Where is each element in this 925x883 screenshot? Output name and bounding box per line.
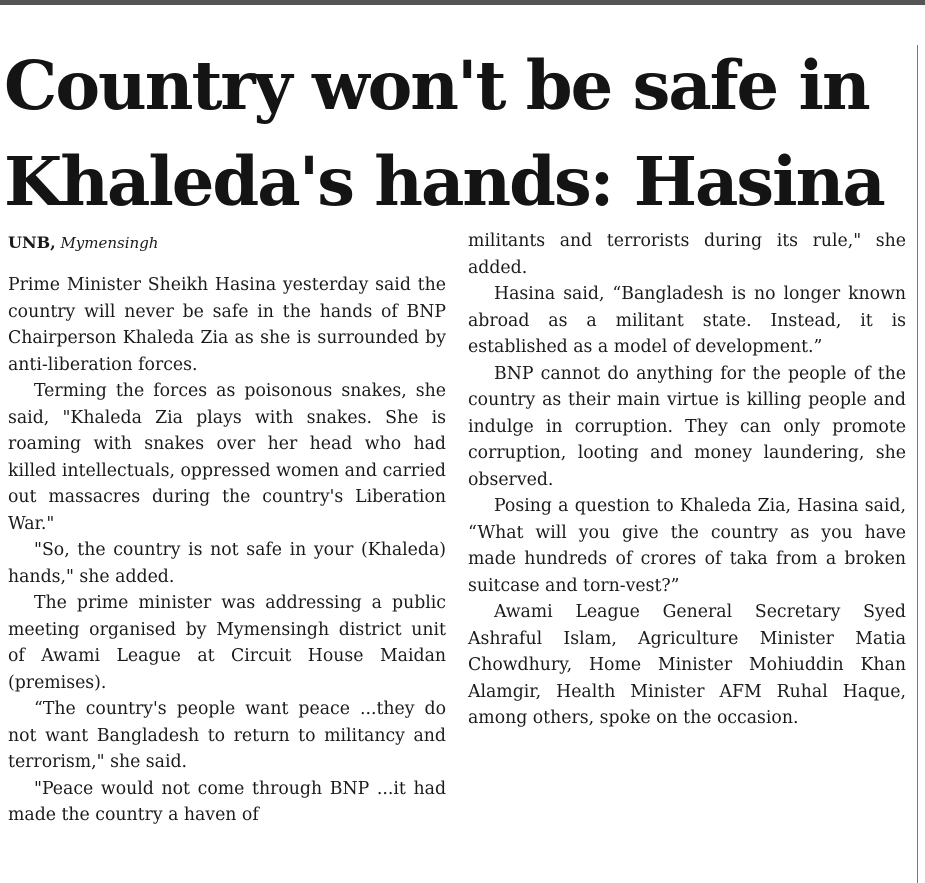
column-rule (917, 45, 918, 883)
paragraph: Posing a question to Khaleda Zia, Hasina said, “What will you give the country as you have made hundreds of crores of taka from a broken suitcase and torn-vest?” (468, 496, 906, 596)
article-column-right (468, 228, 906, 732)
headline-line-2: Khaleda's hands: Hasina (4, 142, 884, 221)
paragraph: Terming the forces as poisonous snakes, she said, "Khaleda Zia plays with snakes. She is roaming with snakes over her head who had killed intellectuals, oppressed women and carried out massacres during the country's Liberation War." (8, 381, 446, 534)
paragraph: "So, the country is not safe in your (Khaleda) hands," she added. (8, 540, 446, 587)
paragraph: The prime minister was addressing a public meeting organised by Mymensingh district unit of Awami League at Circuit House Maidan (premises). (8, 593, 446, 693)
headline-line-1: Country won't be safe in (4, 46, 869, 125)
byline-agency: UNB, (8, 233, 56, 252)
top-rule (0, 0, 925, 5)
paragraph: Hasina said, “Bangladesh is no longer known abroad as a militant state. Instead, it is established as a model of development.” (468, 284, 906, 357)
headline (4, 38, 909, 230)
paragraph: militants and terrorists during its rule," she added. (468, 231, 906, 278)
article-column-left (8, 272, 446, 829)
paragraph: Awami League General Secretary Syed Ashraful Islam, Agriculture Minister Matia Chowdhury, Home Minister Mohiuddin Khan Alamgir, Health Minister AFM Ruhal Haque, among others, spoke on the occasion. (468, 602, 906, 728)
byline-place: Mymensingh (60, 234, 159, 252)
byline (8, 232, 158, 254)
paragraph: “The country's people want peace ...they do not want Bangladesh to return to militancy and terrorism," she said. (8, 699, 446, 772)
paragraph: BNP cannot do anything for the people of the country as their main virtue is killing people and indulge in corruption. They can only promote corruption, looting and money laundering, she observed. (468, 363, 906, 490)
paragraph: "Peace would not come through BNP ...it had made the country a haven of (8, 778, 446, 825)
paragraph: Prime Minister Sheikh Hasina yesterday said the country will never be safe in the hands of BNP Chairperson Khaleda Zia as she is surrounded by anti-liberation forces. (8, 275, 446, 375)
